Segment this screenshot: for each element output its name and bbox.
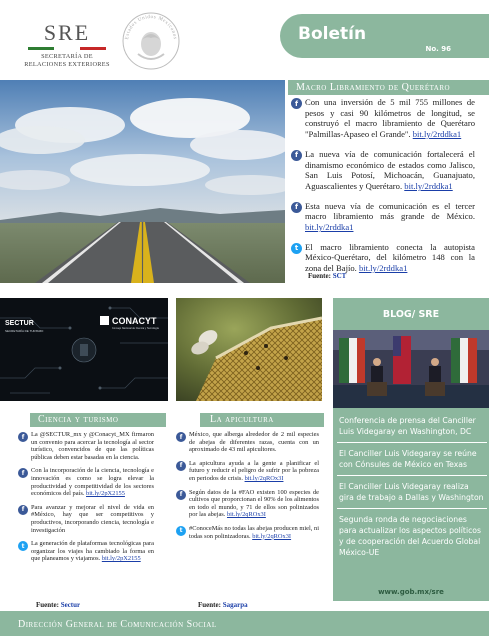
apicultura-heading: La apicultura bbox=[200, 413, 324, 427]
press-conference-photo bbox=[333, 330, 489, 408]
list-item bbox=[176, 460, 319, 483]
list-item-text: Con una inversión de 5 mil 755 millones de pesos y casi 90 kilómetros de longitud, se construyó el macro libramiento de Querétaro "Palmillas-Apaseo el Grande". bit.ly/2rddka1 bbox=[305, 97, 475, 140]
facebook-icon[interactable]: f bbox=[176, 432, 186, 442]
list-item-text: El macro libramiento conecta la autopista México-Querétaro, del kilómetro 148 con la zona del Bajío. bit.ly/2rddka1 bbox=[305, 241, 475, 274]
facebook-icon[interactable]: f bbox=[18, 468, 28, 478]
item-link[interactable]: bit.ly/2pX2155 bbox=[101, 555, 141, 563]
facebook-icon[interactable]: f bbox=[18, 432, 28, 442]
source-link[interactable]: SCT bbox=[332, 272, 347, 280]
beekeeping-photo bbox=[176, 298, 322, 401]
item-link[interactable]: bit.ly/2rddka1 bbox=[358, 263, 408, 274]
sre-logo bbox=[22, 20, 112, 69]
source-link[interactable]: Sectur bbox=[60, 601, 81, 609]
list-item bbox=[291, 97, 475, 140]
apicultura-list bbox=[176, 431, 319, 546]
main-section-heading: Macro Libramiento de Querétaro bbox=[288, 80, 489, 95]
list-item bbox=[18, 431, 154, 461]
logo-subtitle-1: SECRETARÍA DE bbox=[41, 53, 93, 60]
conacyt-logo-text: CONACYT bbox=[112, 316, 157, 326]
item-link[interactable]: bit.ly/2qROx3I bbox=[252, 532, 292, 540]
list-item-text: La @SECTUR_mx y @Conacyt_MX firmaron un convenio para acercar la tecnología al sector turístico, convencidos de que las políticas públicas deben estar basadas en la ciencia. bbox=[31, 431, 154, 461]
list-item-text: México, que alberga alrededor de 2 mil especies de abejas de diferentes razas, cuenta con un aproximado de 43 mil apicultores. bbox=[189, 431, 319, 454]
sectur-logo-sub: SECRETARÍA DE TURISMO bbox=[5, 329, 44, 333]
list-item-text: Esta nueva vía de comunicación es el tercer macro libramiento más grande de México. bit.ly/2rddka1 bbox=[305, 200, 475, 233]
item-link[interactable]: bit.ly/2qROx3I bbox=[244, 474, 284, 482]
list-item bbox=[291, 242, 475, 274]
list-item-text: Para avanzar y mejorar el nivel de vida en #México, hay que ser competitivos y productivos, incorporando ciencia, tecnología e investigación bbox=[31, 503, 154, 534]
logo-flag-line bbox=[28, 47, 106, 50]
facebook-icon[interactable]: f bbox=[176, 490, 186, 500]
footer-bar bbox=[0, 611, 489, 636]
list-item bbox=[176, 431, 319, 454]
blog-item[interactable]: Segunda ronda de negociaciones para actualizar los aspectos políticos y de cooperación del Acuerdo Global México-UE bbox=[339, 515, 482, 557]
logo-text: SRE bbox=[43, 20, 91, 45]
logo-subtitle-2: RELACIONES EXTERIORES bbox=[24, 61, 110, 68]
national-seal-icon bbox=[120, 10, 182, 72]
sectur-conacyt-banner bbox=[0, 298, 168, 401]
issue-number: No. 96 bbox=[425, 45, 451, 53]
bulletin-banner bbox=[280, 14, 489, 58]
twitter-icon[interactable]: t bbox=[291, 243, 302, 254]
bulletin-title: Boletín bbox=[298, 24, 367, 44]
list-item bbox=[18, 467, 154, 497]
item-link[interactable]: bit.ly/2pX2155 bbox=[86, 490, 125, 498]
list-item bbox=[176, 525, 319, 540]
twitter-icon[interactable]: t bbox=[18, 541, 28, 551]
list-item-text: La apicultura ayuda a la gente a planificar el futuro y reducir el peligro de sufrir por la pobreza en periodos de crisis. bit.ly/2qROx3I bbox=[189, 459, 319, 482]
facebook-icon[interactable]: f bbox=[18, 505, 28, 515]
seal-text: Estados Unidos Mexicanos bbox=[124, 14, 177, 40]
blog-item[interactable]: Conferencia de prensa del Canciller Luis Videgaray en Washington, DC bbox=[337, 414, 487, 443]
blog-item[interactable]: El Canciller Luis Videgaray se reúne con Cónsules de México en Texas bbox=[337, 447, 487, 476]
item-link[interactable]: bit.ly/2qROx3I bbox=[226, 511, 266, 519]
blog-list bbox=[337, 414, 487, 567]
facebook-icon[interactable]: f bbox=[291, 150, 302, 161]
list-item-text: #ConoceMás no todas las abejas producen miel, ni todas son polinizadoras. bit.ly/2qROx3I bbox=[189, 524, 319, 540]
list-item-text: Según datos de la #FAO existen 100 especies de cultivos que proporcionan el 90% de los alimentos en todo el mundo, y 71 de ellos son polinizados por las abejas. bit.ly/2qROx3I bbox=[189, 488, 319, 519]
source-link[interactable]: Sagarpa bbox=[222, 601, 248, 609]
facebook-icon[interactable]: f bbox=[291, 98, 302, 109]
footer-text: Dirección General de Comunicación Social bbox=[18, 619, 217, 630]
item-link[interactable]: bit.ly/2rddka1 bbox=[305, 222, 354, 233]
facebook-icon[interactable]: f bbox=[176, 461, 186, 471]
blog-url[interactable]: www.gob.mx/sre bbox=[378, 588, 444, 596]
list-item bbox=[291, 149, 475, 192]
list-item-text: La generación de plataformas tecnológicas para organizar los viajes ha cambiado la forma en que planeamos y viajamos. bit.ly/2pX2155 bbox=[31, 540, 154, 563]
sectur-logo-text: SECTUR bbox=[5, 320, 34, 327]
ciencia-heading: Ciencia y turismo bbox=[30, 413, 166, 427]
item-link[interactable]: bit.ly/2rddka1 bbox=[404, 180, 453, 191]
twitter-icon[interactable]: t bbox=[176, 526, 186, 536]
list-item bbox=[176, 489, 319, 519]
list-item-text: Con la incorporación de la ciencia, tecnología e innovación es como se logra elevar la productividad y competitividad de los sectores económicos del país. bit.ly/2pX2155 bbox=[31, 467, 154, 498]
blog-title: BLOG/ SRE bbox=[382, 309, 440, 320]
blog-panel bbox=[333, 298, 489, 601]
list-item bbox=[18, 540, 154, 563]
main-source: Fuente: SCT bbox=[308, 272, 347, 280]
list-item bbox=[18, 504, 154, 534]
list-item bbox=[291, 201, 475, 233]
facebook-icon[interactable]: f bbox=[291, 202, 302, 213]
item-link[interactable]: bit.ly/2rddka1 bbox=[412, 129, 462, 140]
list-item-text: La nueva vía de comunicación fortalecerá el dinamismo económico de estados como Jalisco, San Luis Potosí, Michoacán, Guanajuato, Aguascalientes y Querétaro. bit.ly/2rddka1 bbox=[305, 148, 475, 191]
ciencia-list bbox=[18, 431, 154, 569]
ciencia-source: Fuente: Sectur bbox=[36, 601, 81, 609]
highway-photo bbox=[0, 80, 285, 283]
main-section-list bbox=[291, 97, 475, 283]
blog-item[interactable]: El Canciller Luis Videgaray realiza gira de trabajo a Dallas y Washington bbox=[337, 480, 487, 509]
conacyt-logo-sub: Consejo Nacional de Ciencia y Tecnología bbox=[112, 327, 159, 330]
apicultura-source: Fuente: Sagarpa bbox=[198, 601, 248, 609]
